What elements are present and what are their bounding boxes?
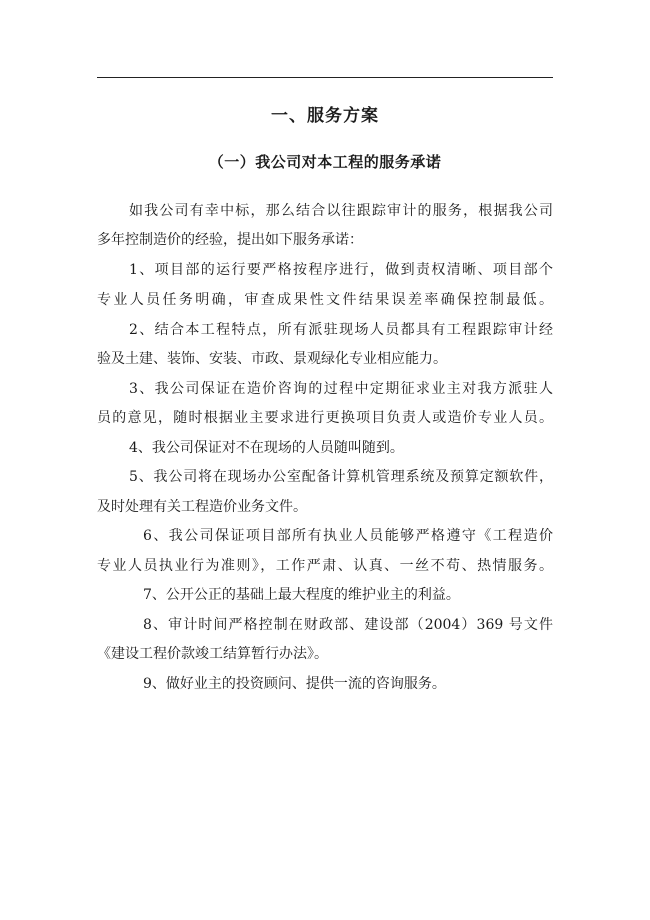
list-item-line: 5、我公司将在现场办公室配备计算机管理系统及预算定额软件，	[129, 469, 553, 485]
header-rule	[97, 77, 553, 78]
subsection-title: （一）我公司对本工程的服务承诺	[208, 153, 442, 171]
list-item-line: 7、公开公正的基础上最大程度的维护业主的利益。	[143, 587, 460, 603]
list-item-line: 员的意见，随时根据业主要求进行更换项目负责人或造价专业人员。	[97, 410, 553, 426]
section-title: 一、服务方案	[271, 106, 379, 126]
list-item-line: 及时处理有关工程造价业务文件。	[97, 499, 307, 515]
list-item-line: 验及土建、装饰、安装、市政、景观绿化专业相应能力。	[97, 351, 447, 367]
paragraph-line: 多年控制造价的经验，提出如下服务承诺：	[97, 232, 363, 248]
paragraph-line: 如我公司有幸中标，那么结合以往跟踪审计的服务，根据我公司	[129, 203, 553, 219]
list-item-line: 4、我公司保证对不在现场的人员随叫随到。	[129, 440, 404, 456]
list-item-line: 9、做好业主的投资顾问、提供一流的咨询服务。	[143, 676, 446, 692]
list-item-line: 1、项目部的运行要严格按程序进行，做到责权清晰、项目部个	[129, 262, 553, 278]
list-item-line: 2、结合本工程特点，所有派驻现场人员都具有工程跟踪审计经	[129, 322, 553, 338]
list-item-line: 6、我公司保证项目部所有执业人员能够严格遵守《工程造价	[143, 528, 553, 544]
list-item-line: 《建设工程价款竣工结算暂行办法》。	[97, 646, 328, 662]
list-item-line: 专业人员执业行为准则》，工作严肃、认真、一丝不苟、热情服务。	[97, 558, 553, 574]
list-item-line: 8、审计时间严格控制在财政部、建设部（2004）369 号文件	[143, 617, 553, 633]
list-item-line: 3、我公司保证在造价咨询的过程中定期征求业主对我方派驻人	[129, 381, 553, 397]
list-item-line: 专业人员任务明确，审查成果性文件结果误差率确保控制最低。	[97, 292, 553, 308]
